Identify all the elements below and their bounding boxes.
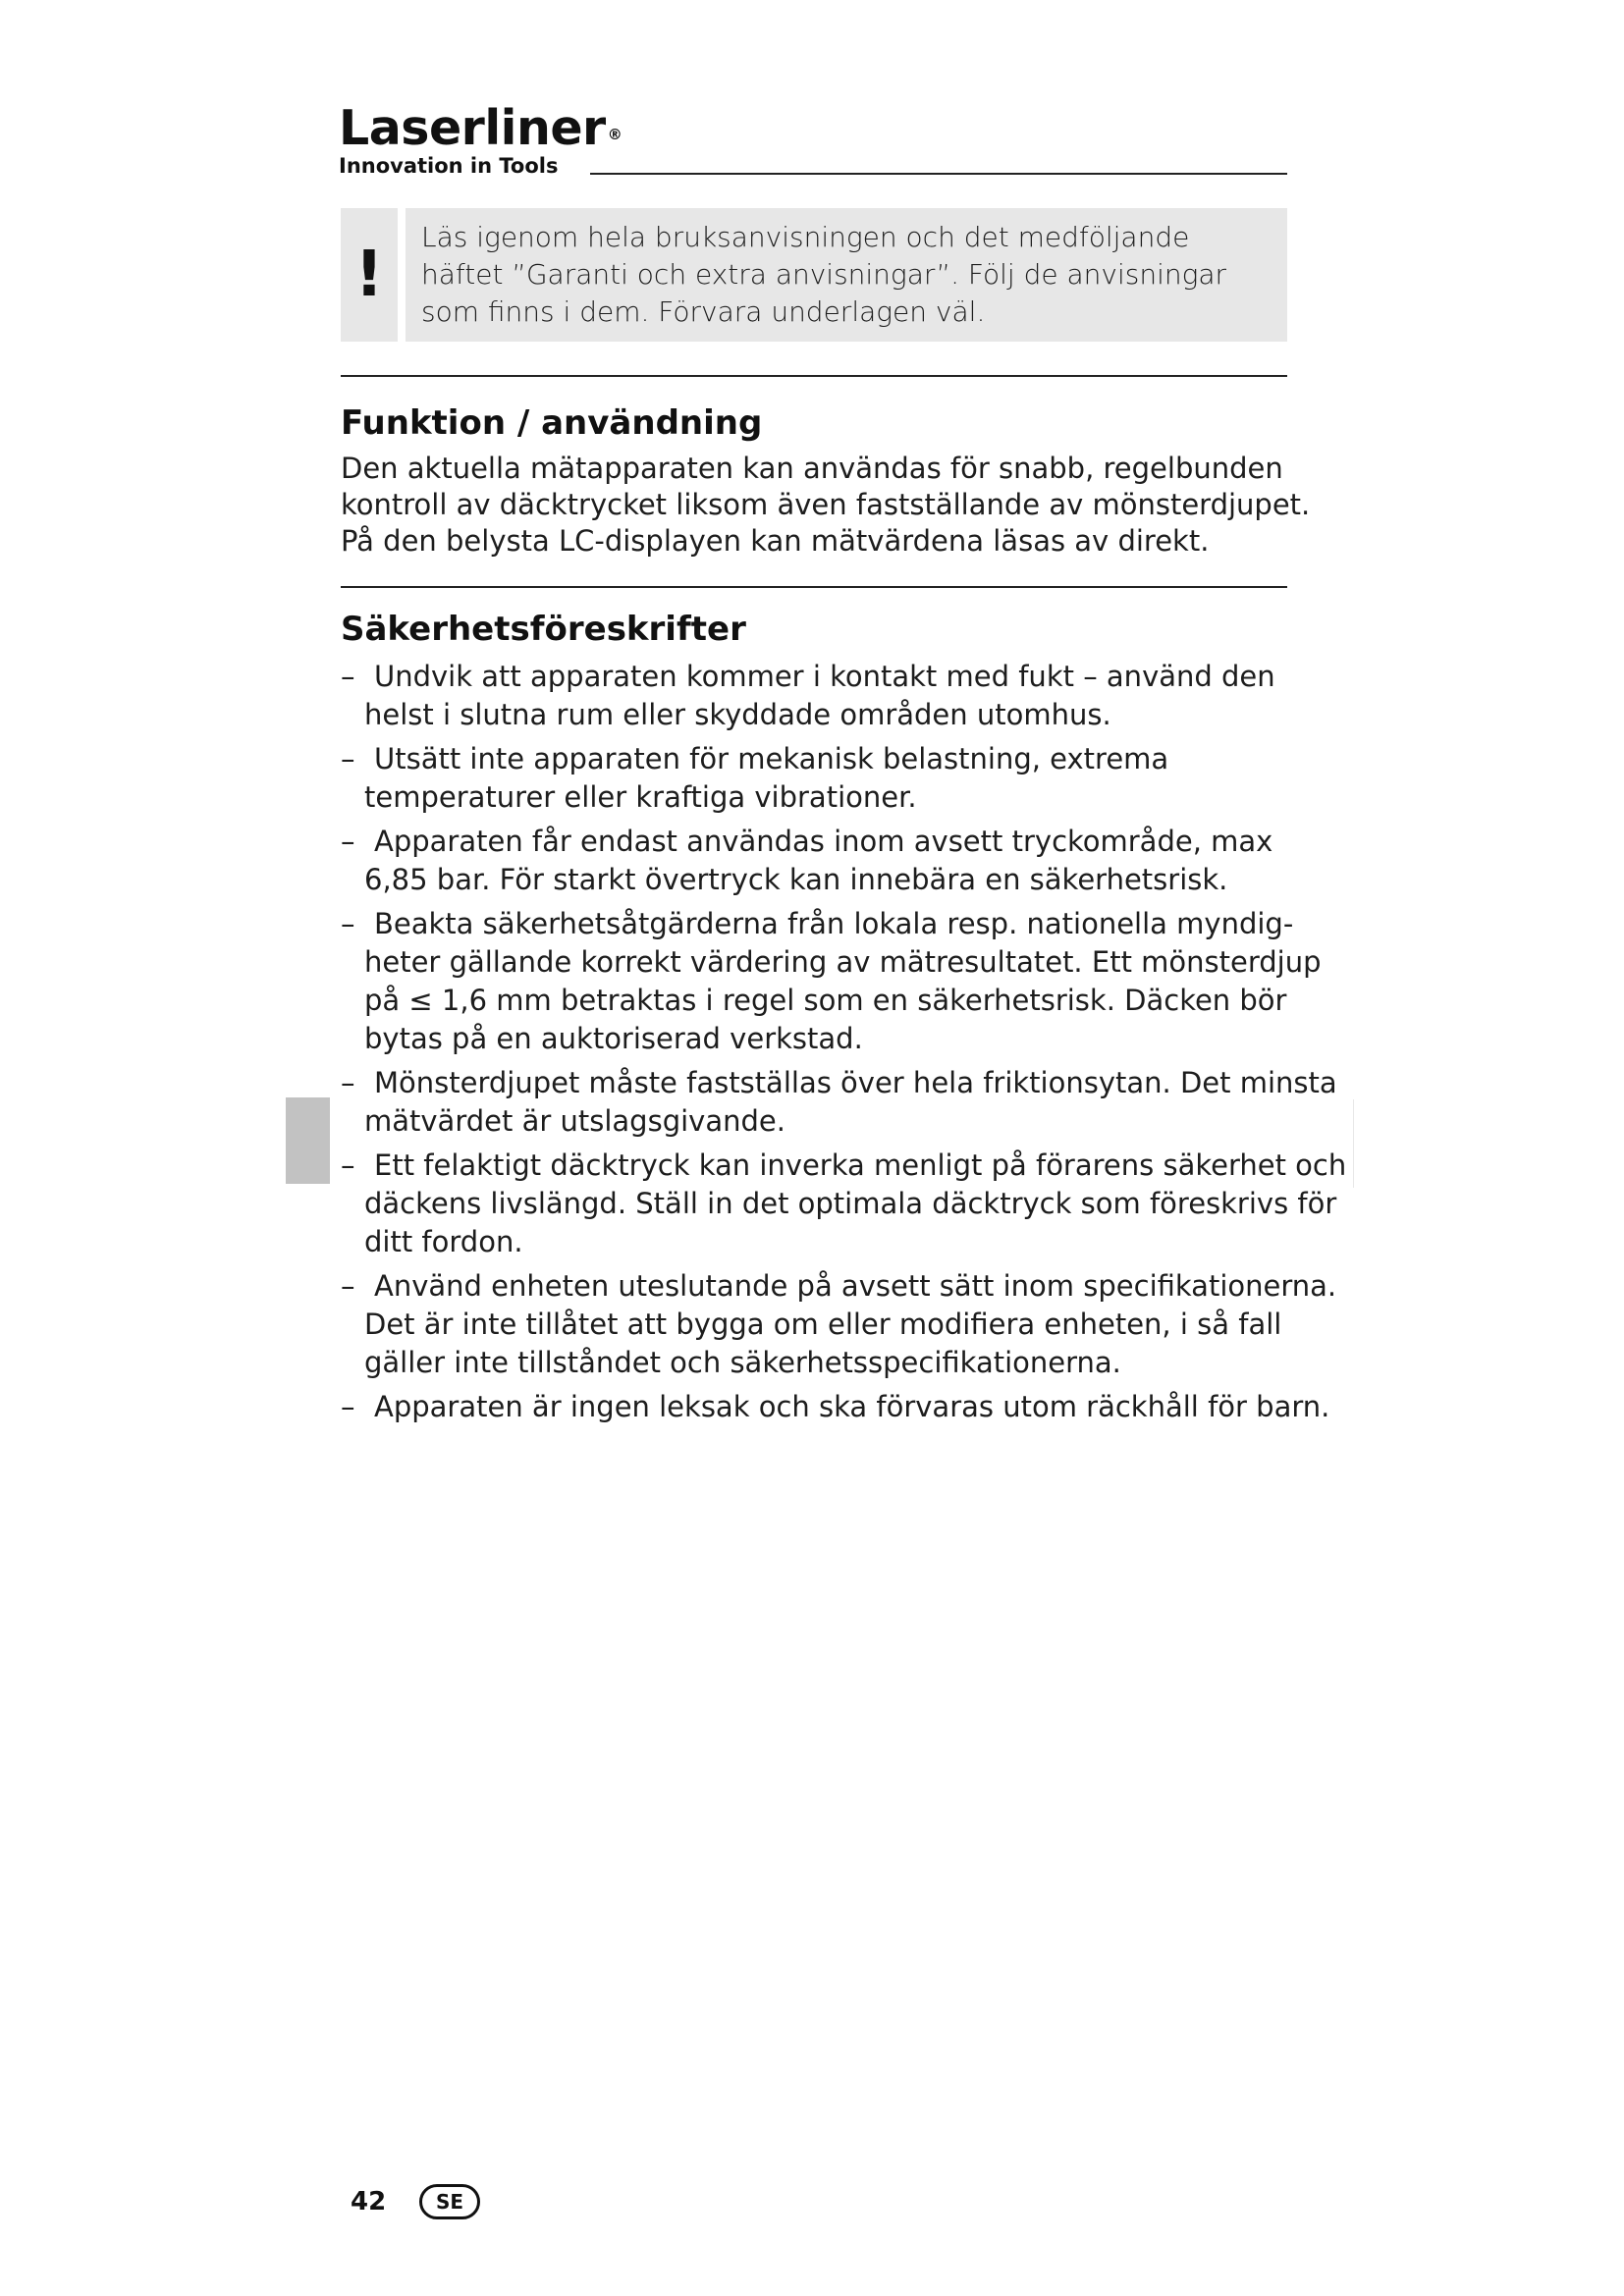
notice-box	[341, 208, 1287, 342]
safety-item	[341, 1267, 1337, 1382]
notice-line: Läs igenom hela bruksanvisningen och det medföljande	[421, 221, 1190, 253]
section-title-function: Funktion / användning	[341, 403, 763, 443]
paragraph-line: Den aktuella mätapparaten kan användas för snabb, regelbunden	[341, 452, 1283, 485]
section-divider	[341, 375, 1287, 377]
safety-item	[341, 1064, 1337, 1141]
safety-item-line: Apparaten är ingen leksak och ska förvaras utom räckhåll för barn.	[374, 1390, 1330, 1423]
safety-item-line: gäller inte tillståndet och säkerhetsspecifikationerna.	[364, 1346, 1121, 1379]
notice-line: som finns i dem. Förvara underlagen väl.	[421, 295, 986, 328]
safety-item-line: Ett felaktigt däcktryck kan inverka menligt på förarens säkerhet och	[374, 1148, 1347, 1182]
bullet-dash: –	[341, 907, 355, 940]
notice-line: häftet ”Garanti och extra anvisningar”. Följ de anvisningar	[421, 258, 1227, 291]
safety-item	[341, 1147, 1347, 1261]
paragraph-line: kontroll av däcktrycket liksom även fastställande av mönsterdjupet.	[341, 488, 1311, 521]
safety-item-line: Utsätt inte apparaten för mekanisk belastning, extrema	[374, 742, 1169, 775]
safety-item-line: Beakta säkerhetsåtgärderna från lokala resp. nationella myndig-	[374, 907, 1294, 940]
safety-item-line: Apparaten får endast användas inom avsett tryckområde, max	[374, 825, 1273, 858]
safety-item-line: Använd enheten uteslutande på avsett sätt inom specifikationerna.	[374, 1269, 1337, 1303]
bullet-dash: –	[341, 1390, 355, 1423]
safety-item-line: bytas på en auktoriserad verkstad.	[364, 1022, 863, 1055]
safety-item-line: däckens livslängd. Ställ in det optimala däcktryck som föreskrivs för	[364, 1187, 1337, 1220]
section-title-safety: Säkerhetsföreskrifter	[341, 610, 746, 649]
safety-item-line: Mönsterdjupet måste fastställas över hela friktionsytan. Det minsta	[374, 1066, 1337, 1099]
registered-mark: ®	[607, 126, 623, 143]
header-divider	[590, 173, 1287, 175]
safety-item	[341, 658, 1303, 734]
section-divider	[341, 586, 1287, 588]
bullet-dash: –	[341, 1148, 355, 1182]
language-code: SE	[435, 2190, 464, 2214]
language-badge	[419, 2184, 480, 2219]
bullet-dash: –	[341, 1066, 355, 1099]
safety-item-line: 6,85 bar. För starkt övertryck kan innebära en säkerhetsrisk.	[364, 863, 1228, 896]
brand-logo	[339, 100, 623, 178]
safety-item	[341, 1388, 1330, 1426]
safety-item-line: helst i slutna rum eller skyddade områden utomhus.	[364, 698, 1111, 731]
safety-list	[341, 658, 1347, 1432]
safety-item-line: mätvärdet är utslagsgivande.	[364, 1104, 785, 1138]
edge-mark	[1353, 1099, 1354, 1188]
safety-item-line: Det är inte tillåtet att bygga om eller modifiera enheten, i så fall	[364, 1308, 1282, 1341]
function-paragraph	[341, 451, 1311, 560]
page-number: 42	[351, 2187, 387, 2216]
brand-name: Laserliner ®	[339, 100, 623, 156]
safety-item-line: temperaturer eller kraftiga vibrationer.	[364, 780, 917, 814]
safety-item-line: Undvik att apparaten kommer i kontakt med fukt – använd den	[374, 660, 1275, 693]
safety-item-line: ditt fordon.	[364, 1225, 523, 1258]
language-side-tab	[286, 1097, 330, 1184]
paragraph-line: På den belysta LC-displayen kan mätvärdena läsas av direkt.	[341, 524, 1210, 558]
safety-item-line: på ≤ 1,6 mm betraktas i regel som en säkerhetsrisk. Däcken bör	[364, 984, 1287, 1017]
bullet-dash: –	[341, 742, 355, 775]
bullet-dash: –	[341, 825, 355, 858]
bullet-dash: –	[341, 660, 355, 693]
bullet-dash: –	[341, 1269, 355, 1303]
safety-item	[341, 740, 1303, 817]
brand-tagline: Innovation in Tools	[339, 154, 559, 178]
notice-icon-box	[341, 208, 398, 342]
notice-text	[406, 208, 1287, 342]
exclamation-icon: !	[354, 239, 384, 311]
safety-item-line: heter gällande korrekt värdering av mätresultatet. Ett mönsterdjup	[364, 945, 1322, 979]
safety-item	[341, 905, 1322, 1058]
safety-item	[341, 823, 1303, 899]
